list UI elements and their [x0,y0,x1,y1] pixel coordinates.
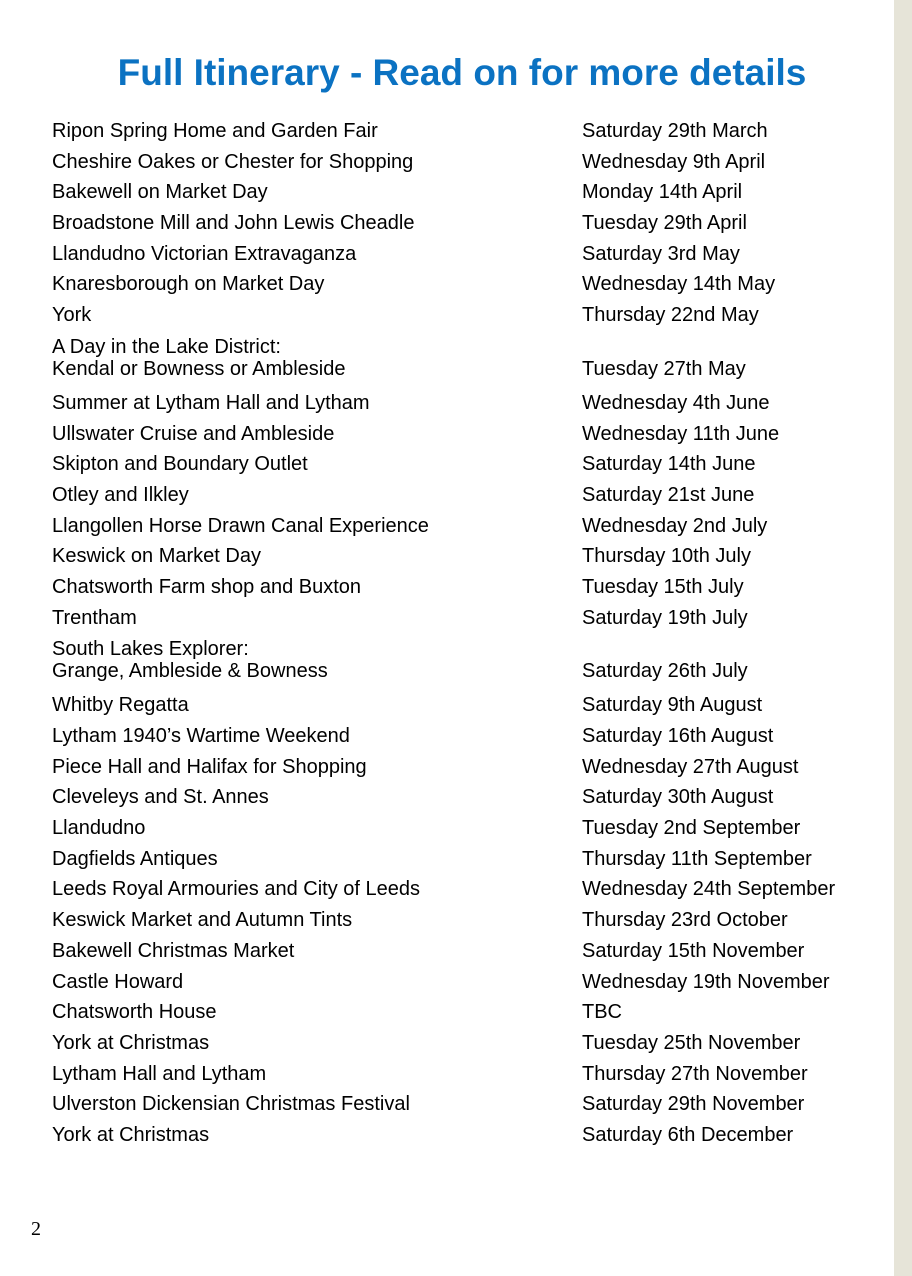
event-date: Saturday 19th July [582,606,748,629]
event-name: Knaresborough on Market Day [52,273,325,296]
event-date: Saturday 26th July [582,660,748,683]
event-date: Saturday 15th November [582,939,805,962]
event-group-heading: South Lakes Explorer: [52,638,249,661]
itinerary-row [52,419,862,450]
itinerary-list [52,116,862,1151]
event-date: Saturday 30th August [582,786,774,809]
event-name: Lytham Hall and Lytham [52,1062,267,1085]
event-date: Thursday 10th July [582,545,751,568]
event-date: Saturday 21st June [582,483,755,506]
event-date: Wednesday 14th May [582,273,776,296]
itinerary-row [52,449,862,480]
itinerary-row [52,603,862,634]
itinerary-row [52,1028,862,1059]
event-name: Kendal or Bowness or Ambleside [52,357,346,380]
event-date: Wednesday 2nd July [582,514,768,537]
event-date: Tuesday 15th July [582,575,744,598]
event-name: Piece Hall and Halifax for Shopping [52,755,367,778]
itinerary-row [52,1059,862,1090]
itinerary-row [52,269,862,300]
event-date: Wednesday 27th August [582,755,799,778]
event-name: Lytham 1940’s Wartime Weekend [52,725,350,747]
event-date: Saturday 3rd May [582,242,740,265]
page-edge-strip [894,0,912,1276]
event-date: Tuesday 27th May [582,357,746,380]
itinerary-row [52,905,862,936]
event-date: Monday 14th April [582,181,743,204]
event-name: Ulverston Dickensian Christmas Festival [52,1093,410,1116]
event-date: Wednesday 11th June [582,422,780,445]
event-date: Tuesday 29th April [582,212,747,235]
itinerary-row [52,690,862,721]
event-date: TBC [582,1001,622,1024]
event-name: Grange, Ambleside & Bowness [52,660,328,683]
event-date: Wednesday 19th November [582,970,830,993]
itinerary-row [52,782,862,813]
event-date: Saturday 29th March [582,120,768,142]
event-name: York [52,304,92,327]
event-name: York at Christmas [52,1031,210,1054]
page-number: 2 [31,1218,41,1240]
event-name: Broadstone Mill and John Lewis Cheadle [52,212,415,235]
itinerary-row [52,300,862,331]
event-date: Tuesday 25th November [582,1031,801,1054]
event-name: Summer at Lytham Hall and Lytham [52,391,370,414]
event-name: Leeds Royal Armouries and City of Leeds [52,878,420,901]
event-name: Keswick Market and Autumn Tints [52,909,353,932]
itinerary-row [52,967,862,998]
itinerary-row [52,874,862,905]
itinerary-row [52,936,862,967]
event-name: Keswick on Market Day [52,545,261,568]
itinerary-row [52,388,862,419]
event-date: Thursday 11th September [582,847,812,870]
event-name: York at Christmas [52,1123,210,1146]
event-name: Llandudno Victorian Extravaganza [52,242,357,265]
event-name: Chatsworth Farm shop and Buxton [52,575,362,598]
event-group-heading: A Day in the Lake District: [52,335,281,358]
page-title: Full Itinerary - Read on for more details [117,52,807,93]
event-date: Tuesday 2nd September [582,817,801,840]
event-date: Wednesday 9th April [582,150,766,173]
itinerary-row [52,997,862,1028]
event-date: Thursday 22nd May [582,304,759,327]
event-date: Thursday 23rd October [582,909,788,932]
event-name: Cheshire Oakes or Chester for Shopping [52,150,414,173]
itinerary-row [52,511,862,542]
itinerary-row [52,813,862,844]
itinerary-row [52,752,862,783]
itinerary-row [52,331,862,388]
itinerary-row [52,633,862,690]
itinerary-row [52,116,862,147]
event-date: Wednesday 24th September [582,878,836,901]
event-name: Ullswater Cruise and Ambleside [52,422,335,445]
event-date: Saturday 9th August [582,694,763,717]
itinerary-row [52,480,862,511]
event-name: Chatsworth House [52,1001,217,1024]
itinerary-row [52,1120,862,1151]
itinerary-row [52,177,862,208]
event-name: Ripon Spring Home and Garden Fair [52,120,378,142]
event-name: Castle Howard [52,970,184,993]
event-date: Thursday 27th November [582,1062,808,1085]
event-date: Saturday 14th June [582,453,756,476]
itinerary-row [52,844,862,875]
itinerary-row [52,208,862,239]
itinerary-row [52,239,862,270]
event-name: Trentham [52,606,137,629]
event-date: Saturday 16th August [582,725,774,747]
event-name: Skipton and Boundary Outlet [52,453,308,476]
event-name: Llandudno [52,817,146,840]
event-name: Cleveleys and St. Annes [52,786,269,809]
event-name: Bakewell Christmas Market [52,939,295,962]
event-name: Otley and Ilkley [52,483,189,506]
event-name: Llangollen Horse Drawn Canal Experience [52,514,429,537]
itinerary-row [52,1089,862,1120]
itinerary-row [52,721,862,752]
itinerary-row [52,541,862,572]
event-name: Dagfields Antiques [52,847,218,870]
event-date: Saturday 6th December [582,1123,794,1146]
event-name: Bakewell on Market Day [52,181,268,204]
event-name: Whitby Regatta [52,694,189,717]
event-date: Saturday 29th November [582,1093,805,1116]
itinerary-row [52,572,862,603]
itinerary-row [52,147,862,178]
event-date: Wednesday 4th June [582,391,770,414]
